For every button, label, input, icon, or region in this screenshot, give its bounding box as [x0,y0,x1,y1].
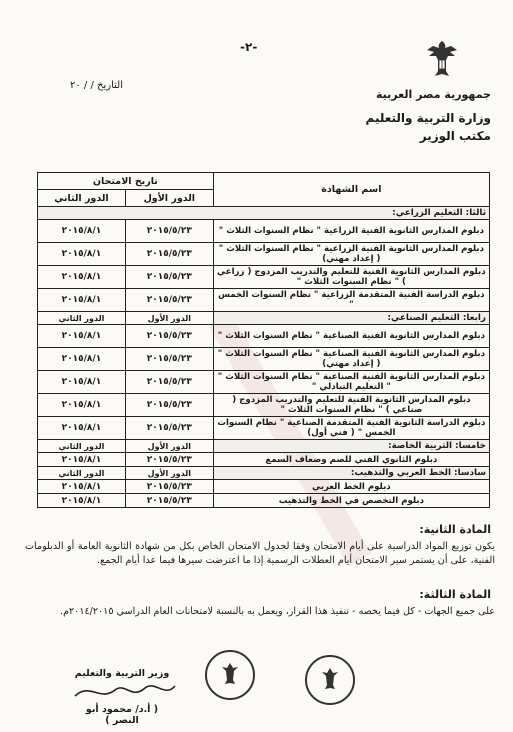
second-round-date: ٢٠١٥/٨/١ [38,220,126,243]
certificate-name: دبلوم التخصص في الخط والتذهيب [213,494,489,508]
certificate-name: دبلوم المدارس الثانوية الفنية الصناعية " نظام السنوات الثلاث " " التعليم التبادلي " [213,371,489,394]
certificate-name: دبلوم المدارس الثانوية الفنية الزراعية " نظام السنوات الثلاث " [213,220,489,243]
certificate-name: دبلوم المدارس الثانوية الفنية الصناعية " نظام السنوات الثلاث " [213,325,489,348]
article-3-text: على جميع الجهات - كل فيما يخصه - تنفيذ هذا القرار، ويعمل به بالنسبة لامتحانات العام الدراسي ٢٠١٤/٢٠١٥م. [60,606,495,617]
second-round-subheader: الدور الثاني [38,312,126,325]
eagle-emblem-icon [425,38,459,80]
first-round-date: ٢٠١٥/٥/٢٣ [125,494,213,508]
date-line: التاريخ / / ٢٠ [70,80,123,91]
certificate-name: دبلوم المدارس الثانوية الفنية الزراعية " نظام السنوات الثلاث " ( إعداد مهني) [213,243,489,266]
first-round-subheader: الدور الأول [125,312,213,325]
first-round-subheader: الدور الأول [125,467,213,480]
second-round-subheader: الدور الثاني [38,440,126,453]
second-round-subheader: الدور الثاني [38,467,126,480]
first-round-date: ٢٠١٥/٥/٢٣ [125,480,213,494]
exam-schedule-table [37,172,490,508]
col-header-exam-date: تاريخ الامتحان [38,173,214,190]
second-round-date: ٢٠١٥/٨/١ [38,266,126,289]
minister-name: ( أ.د/ محمود أبو النصر ) [85,704,159,726]
section-header-row [38,440,490,453]
table-row [38,220,490,243]
section-title: رابعا: التعليم الصناعي: [213,312,489,325]
first-round-date: ٢٠١٥/٥/٢٣ [125,371,213,394]
header-republic: جمهورية مصر العربية [376,88,491,101]
table-row [38,348,490,371]
table-row [38,480,490,494]
first-round-date: ٢٠١٥/٥/٢٣ [125,220,213,243]
first-round-date: ٢٠١٥/٥/٢٣ [125,289,213,312]
section-header-row [38,207,490,220]
header-office: مكتب الوزير [419,129,491,143]
first-round-subheader: الدور الأول [125,440,213,453]
table-row [38,325,490,348]
section-title: سادسا: الخط العربي والتذهيب: [213,467,489,480]
section-title: خامسا: التربية الخاصة: [213,440,489,453]
second-round-date: ٢٠١٥/٨/١ [38,371,126,394]
second-round-date: ٢٠١٥/٨/١ [38,394,126,417]
col-header-second-round: الدور الثاني [38,190,126,207]
table-row [38,417,490,440]
table-row [38,453,490,467]
table-row [38,494,490,508]
official-stamp-2 [305,655,355,705]
section-header-row [38,467,490,480]
second-round-date: ٢٠١٥/٨/١ [38,494,126,508]
second-round-date: ٢٠١٥/٨/١ [38,243,126,266]
table-row [38,289,490,312]
first-round-date: ٢٠١٥/٥/٢٣ [125,325,213,348]
certificate-name: دبلوم المدارس الثانوية الفنية الصناعية " نظام السنوات الثلاث " ( إعداد مهني) [213,348,489,371]
certificate-name: دبلوم الخط العربي [213,480,489,494]
col-header-certificate: اسم الشهادة [213,173,489,207]
section-header-row [38,312,490,325]
official-stamp-1 [205,650,255,700]
table-row [38,266,490,289]
handwritten-signature [70,680,180,704]
col-header-first-round: الدور الأول [125,190,213,207]
stamp-eagle-icon [221,662,239,686]
certificate-name: دبلوم الثانوي الفني للصم وضعاف السمع [213,453,489,467]
first-round-date: ٢٠١٥/٥/٢٣ [125,348,213,371]
section-title: ثالثا: التعليم الزراعي: [38,207,490,220]
second-round-date: ٢٠١٥/٨/١ [38,417,126,440]
certificate-name: دبلوم الدراسة الفنية المتقدمة الزراعية " نظام السنوات الخمس " [213,289,489,312]
certificate-name: دبلوم المدارس الثانوية الفنية للتعليم والتدريب المزدوج ( زراعي ) " نظام السنوات الثلاث " [213,266,489,289]
table-row [38,394,490,417]
second-round-date: ٢٠١٥/٨/١ [38,480,126,494]
table-row [38,371,490,394]
article-2-title: المادة الثانية: [419,523,491,536]
certificate-name: دبلوم المدارس الثانوية الفنية للتعليم والتدريب المزدوج ( صناعي ) " نظام السنوات الثلاث " [213,394,489,417]
first-round-date: ٢٠١٥/٥/٢٣ [125,417,213,440]
article-2-text: يكون توزيع المواد الدراسية على أيام الامتحان وفقا لجدول الامتحان الخاص بكل من شهادة الثانوية العامة أو الدبلومات الفنية، على أن يستمر سير الامتحان أيام العطلات الرسمية إذا ما اعترضت سيرها فيما عدا أيام الجمع. [25,541,495,566]
article-3-title: المادة الثالثة: [419,588,491,601]
page-number: -٢- [240,40,258,54]
first-round-date: ٢٠١٥/٥/٢٣ [125,243,213,266]
table-row [38,243,490,266]
first-round-date: ٢٠١٥/٥/٢٣ [125,266,213,289]
second-round-date: ٢٠١٥/٨/١ [38,289,126,312]
header-ministry: وزارة التربية والتعليم [365,111,491,125]
certificate-name: دبلوم الدراسة الثانوية الفنية المتقدمة الصناعية " نظام السنوات الخمس " ( فني أول) [213,417,489,440]
second-round-date: ٢٠١٥/٨/١ [38,453,126,467]
first-round-date: ٢٠١٥/٥/٢٣ [125,394,213,417]
second-round-date: ٢٠١٥/٨/١ [38,325,126,348]
first-round-date: ٢٠١٥/٥/٢٣ [125,453,213,467]
stamp-eagle-icon [321,667,339,691]
second-round-date: ٢٠١٥/٨/١ [38,348,126,371]
minister-title: وزير التربية والتعليم [74,668,170,679]
